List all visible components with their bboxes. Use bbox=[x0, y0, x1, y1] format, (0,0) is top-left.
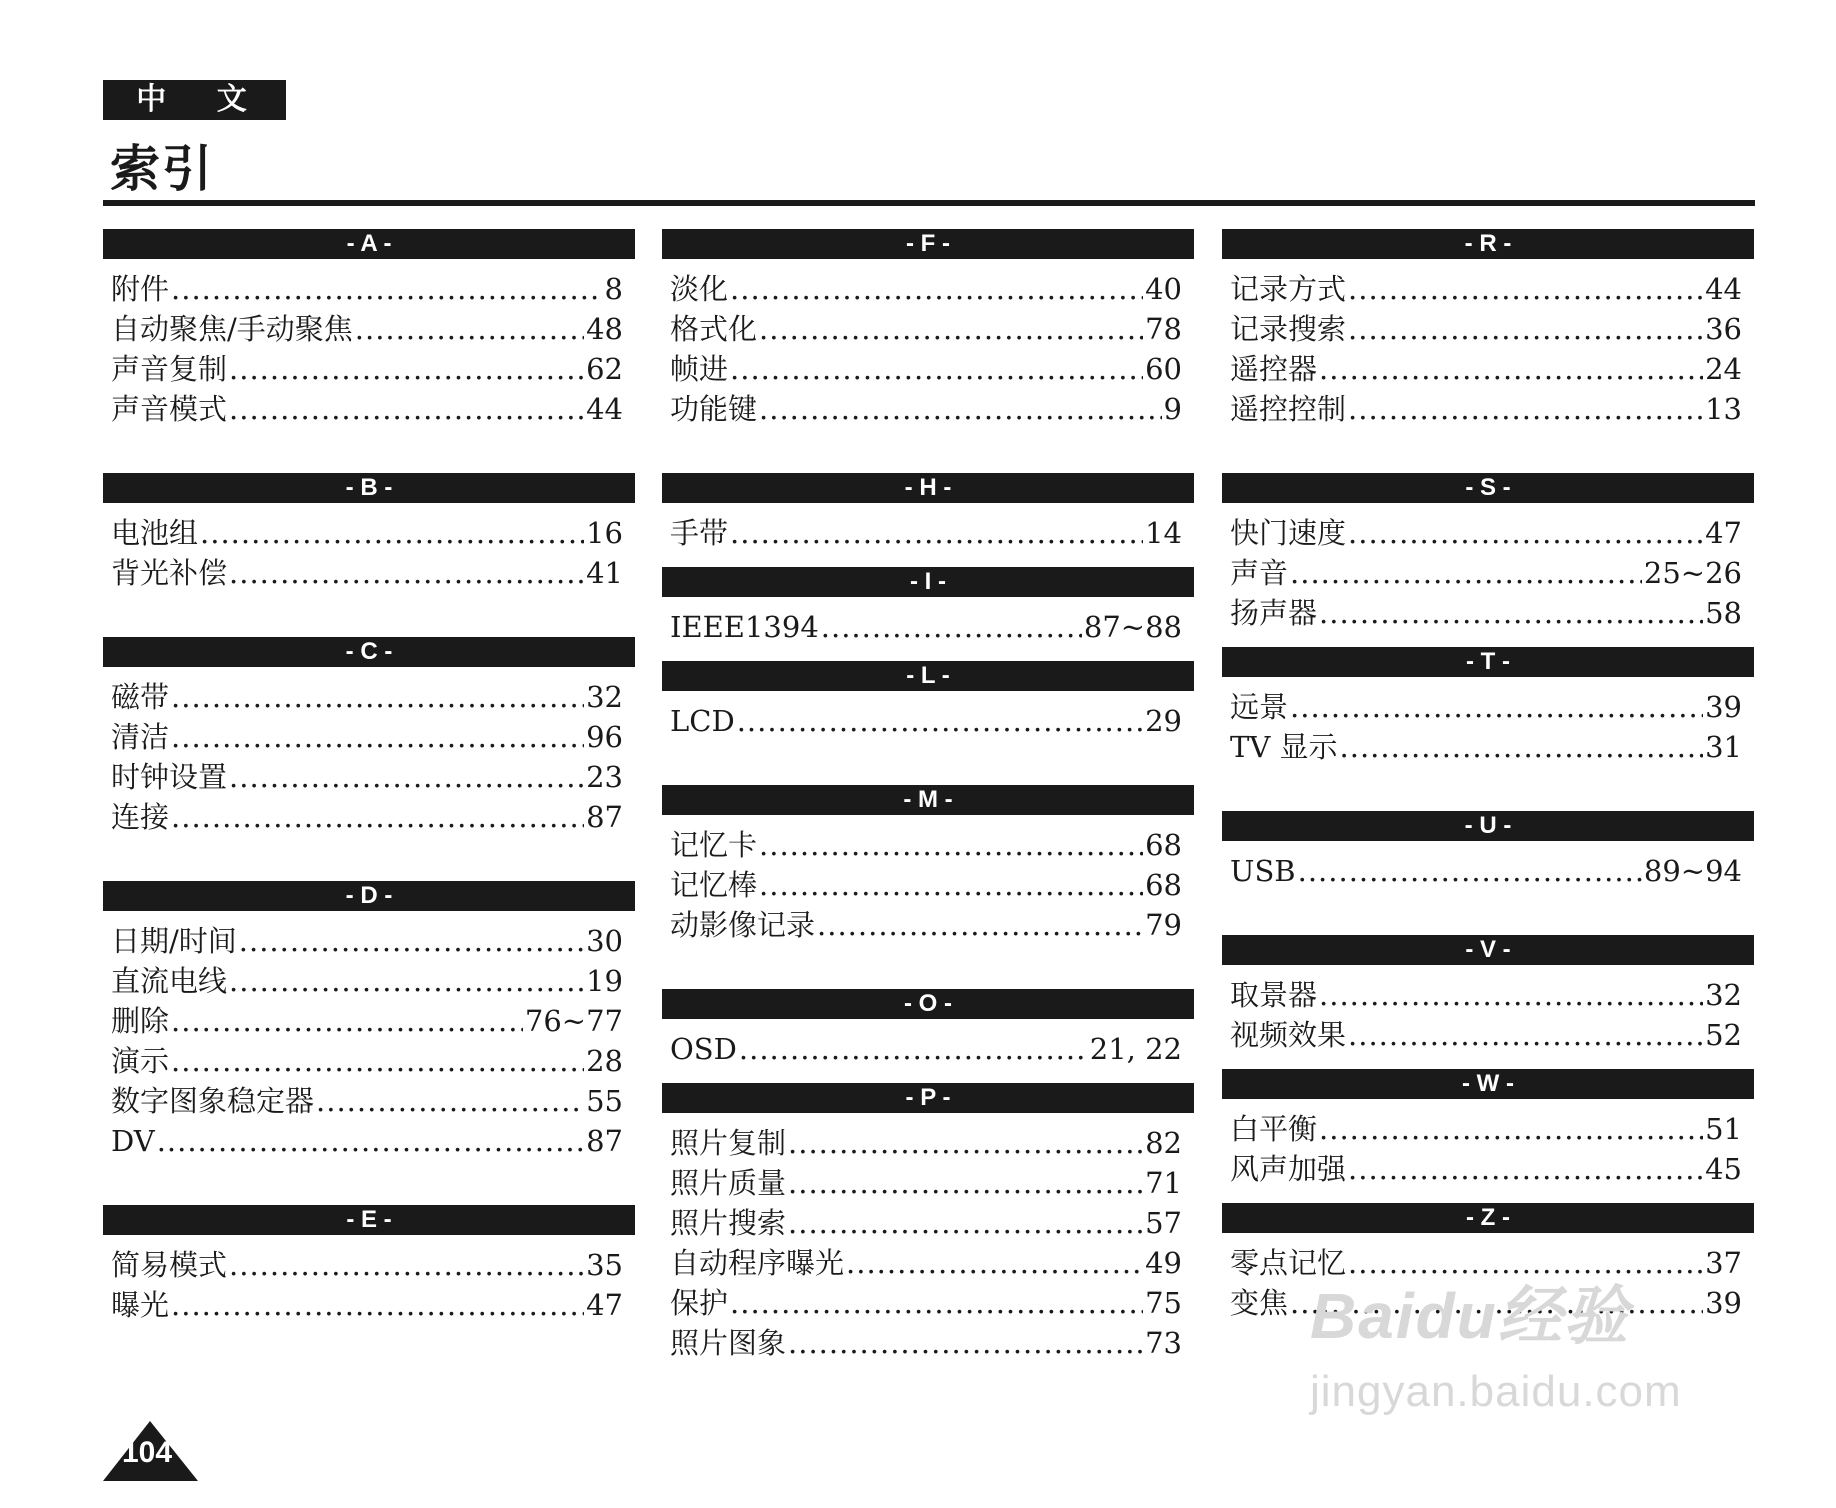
index-section bbox=[103, 473, 635, 593]
dot-leader bbox=[1348, 309, 1703, 349]
index-column-2 bbox=[662, 229, 1194, 1407]
entry-term: 视频效果 bbox=[1230, 1018, 1347, 1052]
index-entry bbox=[1222, 1015, 1754, 1055]
entry-term: 照片搜索 bbox=[670, 1206, 787, 1240]
entry-term: 照片质量 bbox=[670, 1166, 787, 1200]
index-entry bbox=[662, 513, 1194, 553]
dot-leader bbox=[730, 513, 1143, 553]
index-entry bbox=[662, 607, 1194, 647]
dot-leader bbox=[817, 905, 1143, 945]
entry-term: 照片复制 bbox=[670, 1126, 787, 1160]
entry-page-number: 25~26 bbox=[1643, 556, 1742, 590]
entry-page-number: 71 bbox=[1145, 1166, 1182, 1200]
entry-page-number: 24 bbox=[1705, 352, 1742, 386]
section-letter-header: - E - bbox=[103, 1205, 635, 1235]
index-column-1 bbox=[103, 229, 635, 1369]
watermark bbox=[1310, 1265, 1750, 1435]
index-entry bbox=[662, 865, 1194, 905]
index-section bbox=[103, 229, 635, 429]
dot-leader bbox=[788, 1123, 1143, 1163]
entry-page-number: 75 bbox=[1145, 1286, 1182, 1320]
entry-term: 日期/时间 bbox=[111, 924, 237, 958]
section-letter-header: - F - bbox=[662, 229, 1194, 259]
index-entry bbox=[662, 905, 1194, 945]
dot-leader bbox=[229, 553, 584, 593]
dot-leader bbox=[759, 309, 1143, 349]
dot-leader bbox=[1348, 1149, 1703, 1189]
entry-page-number: 58 bbox=[1705, 596, 1742, 630]
index-entry bbox=[1222, 349, 1754, 389]
dot-leader bbox=[730, 1283, 1143, 1323]
index-section bbox=[103, 1205, 635, 1325]
section-letter-header: - R - bbox=[1222, 229, 1754, 259]
entry-page-number: 47 bbox=[1705, 516, 1742, 550]
dot-leader bbox=[229, 1245, 584, 1285]
index-entry bbox=[103, 921, 635, 961]
entry-term: 淡化 bbox=[670, 272, 729, 306]
entry-term: 简易模式 bbox=[111, 1248, 228, 1282]
entry-page-number: 9 bbox=[1163, 392, 1182, 426]
dot-leader bbox=[1348, 389, 1703, 429]
dot-leader bbox=[171, 1041, 584, 1081]
dot-leader bbox=[821, 607, 1082, 647]
entry-page-number: 79 bbox=[1145, 908, 1182, 942]
entry-page-number: 36 bbox=[1705, 312, 1742, 346]
index-entry bbox=[103, 1285, 635, 1325]
section-letter-header: - S - bbox=[1222, 473, 1754, 503]
entry-page-number: 55 bbox=[586, 1084, 623, 1118]
dot-leader bbox=[1290, 687, 1703, 727]
index-entry bbox=[103, 513, 635, 553]
entry-term: 快门速度 bbox=[1230, 516, 1347, 550]
index-entry bbox=[103, 797, 635, 837]
index-entry bbox=[1222, 593, 1754, 633]
watermark-logo: Baidu经验 bbox=[1310, 1280, 1630, 1352]
watermark-url: jingyan.baidu.com bbox=[1310, 1367, 1682, 1416]
dot-leader bbox=[788, 1163, 1143, 1203]
entry-term: 帧进 bbox=[670, 352, 729, 386]
entry-term: 照片图象 bbox=[670, 1326, 787, 1360]
index-entry bbox=[103, 757, 635, 797]
section-letter-header: - H - bbox=[662, 473, 1194, 503]
entry-term: 风声加强 bbox=[1230, 1152, 1347, 1186]
entry-page-number: 45 bbox=[1705, 1152, 1742, 1186]
entry-page-number: 44 bbox=[1705, 272, 1742, 306]
dot-leader bbox=[171, 797, 584, 837]
entry-term: 远景 bbox=[1230, 690, 1289, 724]
index-section bbox=[103, 881, 635, 1161]
dot-leader bbox=[316, 1081, 584, 1121]
entry-page-number: 60 bbox=[1145, 352, 1182, 386]
index-section bbox=[662, 661, 1194, 741]
index-entry bbox=[1222, 1149, 1754, 1189]
dot-leader bbox=[730, 269, 1143, 309]
entry-term: 删除 bbox=[111, 1004, 170, 1038]
entry-page-number: 78 bbox=[1145, 312, 1182, 346]
entry-page-number: 13 bbox=[1705, 392, 1742, 426]
index-entry bbox=[1222, 1109, 1754, 1149]
dot-leader bbox=[759, 865, 1143, 905]
dot-leader bbox=[1319, 349, 1703, 389]
index-entry bbox=[103, 717, 635, 757]
index-entry bbox=[103, 961, 635, 1001]
entry-page-number: 32 bbox=[1705, 978, 1742, 1012]
dot-leader bbox=[171, 1285, 584, 1325]
entry-term: 声音模式 bbox=[111, 392, 228, 426]
index-section bbox=[1222, 935, 1754, 1055]
dot-leader bbox=[229, 961, 584, 1001]
entry-page-number: 52 bbox=[1705, 1018, 1742, 1052]
dot-leader bbox=[788, 1323, 1143, 1363]
dot-leader bbox=[1319, 593, 1703, 633]
index-section bbox=[103, 637, 635, 837]
section-letter-header: - T - bbox=[1222, 647, 1754, 677]
dot-leader bbox=[788, 1203, 1143, 1243]
section-letter-header: - D - bbox=[103, 881, 635, 911]
entry-term: 记录方式 bbox=[1230, 272, 1347, 306]
entry-term: LCD bbox=[670, 704, 735, 738]
entry-term: 直流电线 bbox=[111, 964, 228, 998]
entry-term: 连接 bbox=[111, 800, 170, 834]
entry-term: 声音 bbox=[1230, 556, 1289, 590]
entry-page-number: 32 bbox=[586, 680, 623, 714]
dot-leader bbox=[1290, 553, 1642, 593]
entry-page-number: 21, 22 bbox=[1089, 1032, 1182, 1066]
index-entry bbox=[103, 1041, 635, 1081]
entry-term: TV 显示 bbox=[1230, 730, 1338, 764]
dot-leader bbox=[739, 1029, 1088, 1069]
index-entry bbox=[1222, 309, 1754, 349]
entry-page-number: 51 bbox=[1705, 1112, 1742, 1146]
section-letter-header: - C - bbox=[103, 637, 635, 667]
section-letter-header: - Z - bbox=[1222, 1203, 1754, 1233]
index-section bbox=[662, 473, 1194, 553]
index-entry bbox=[1222, 687, 1754, 727]
index-entry bbox=[103, 553, 635, 593]
entry-term: IEEE1394 bbox=[670, 610, 819, 644]
index-section bbox=[1222, 1069, 1754, 1189]
index-entry bbox=[662, 1283, 1194, 1323]
entry-term: 取景器 bbox=[1230, 978, 1318, 1012]
index-entry bbox=[662, 1029, 1194, 1069]
entry-page-number: 31 bbox=[1705, 730, 1742, 764]
index-section bbox=[662, 989, 1194, 1069]
entry-page-number: 39 bbox=[1705, 690, 1742, 724]
entry-term: 曝光 bbox=[111, 1288, 170, 1322]
index-entry bbox=[1222, 513, 1754, 553]
dot-leader bbox=[759, 389, 1162, 429]
language-tag: 中 文 bbox=[103, 80, 286, 120]
index-entry bbox=[103, 269, 635, 309]
entry-term: 白平衡 bbox=[1230, 1112, 1318, 1146]
dot-leader bbox=[200, 513, 584, 553]
entry-page-number: 14 bbox=[1145, 516, 1182, 550]
index-entry bbox=[662, 1323, 1194, 1363]
entry-page-number: 19 bbox=[586, 964, 623, 998]
entry-term: 动影像记录 bbox=[670, 908, 816, 942]
entry-page-number: 76~77 bbox=[524, 1004, 623, 1038]
section-letter-header: - I - bbox=[662, 567, 1194, 597]
index-section bbox=[662, 785, 1194, 945]
entry-page-number: 41 bbox=[586, 556, 623, 590]
entry-page-number: 48 bbox=[586, 312, 623, 346]
entry-page-number: 68 bbox=[1145, 868, 1182, 902]
dot-leader bbox=[1348, 1015, 1703, 1055]
dot-leader bbox=[759, 825, 1143, 865]
section-letter-header: - M - bbox=[662, 785, 1194, 815]
index-section bbox=[1222, 647, 1754, 767]
entry-page-number: 57 bbox=[1145, 1206, 1182, 1240]
dot-leader bbox=[1348, 269, 1703, 309]
index-entry bbox=[662, 349, 1194, 389]
entry-page-number: 28 bbox=[586, 1044, 623, 1078]
dot-leader bbox=[1348, 513, 1703, 553]
entry-term: USB bbox=[1230, 854, 1296, 888]
entry-page-number: 49 bbox=[1145, 1246, 1182, 1280]
entry-page-number: 87~88 bbox=[1083, 610, 1182, 644]
entry-term: 记忆棒 bbox=[670, 868, 758, 902]
entry-term: 格式化 bbox=[670, 312, 758, 346]
entry-term: 清洁 bbox=[111, 720, 170, 754]
entry-term: 数字图象稳定器 bbox=[111, 1084, 315, 1118]
index-entry bbox=[662, 701, 1194, 741]
index-entry bbox=[1222, 389, 1754, 429]
entry-term: OSD bbox=[670, 1032, 737, 1066]
index-entry bbox=[103, 1081, 635, 1121]
entry-page-number: 40 bbox=[1145, 272, 1182, 306]
dot-leader bbox=[1319, 975, 1703, 1015]
entry-term: 手带 bbox=[670, 516, 729, 550]
index-entry bbox=[103, 677, 635, 717]
entry-page-number: 87 bbox=[586, 1124, 623, 1158]
entry-page-number: 68 bbox=[1145, 828, 1182, 862]
entry-term: 遥控器 bbox=[1230, 352, 1318, 386]
index-entry bbox=[1222, 553, 1754, 593]
entry-term: 遥控控制 bbox=[1230, 392, 1347, 426]
dot-leader bbox=[157, 1121, 584, 1161]
entry-page-number: 44 bbox=[586, 392, 623, 426]
section-letter-header: - U - bbox=[1222, 811, 1754, 841]
index-section bbox=[662, 1083, 1194, 1363]
dot-leader bbox=[737, 701, 1143, 741]
dot-leader bbox=[846, 1243, 1143, 1283]
page-title: 索引 bbox=[110, 140, 214, 198]
entry-term: DV bbox=[111, 1124, 155, 1158]
index-section bbox=[1222, 229, 1754, 429]
entry-page-number: 82 bbox=[1145, 1126, 1182, 1160]
entry-page-number: 16 bbox=[586, 516, 623, 550]
section-letter-header: - V - bbox=[1222, 935, 1754, 965]
index-entry bbox=[662, 389, 1194, 429]
entry-term: 记忆卡 bbox=[670, 828, 758, 862]
index-entry bbox=[662, 309, 1194, 349]
dot-leader bbox=[1298, 851, 1642, 891]
index-section bbox=[1222, 811, 1754, 891]
dot-leader bbox=[1319, 1109, 1703, 1149]
index-entry bbox=[103, 1245, 635, 1285]
dot-leader bbox=[229, 349, 584, 389]
index-entry bbox=[1222, 727, 1754, 767]
entry-page-number: 8 bbox=[604, 272, 623, 306]
page-number: 104 bbox=[122, 1436, 173, 1469]
index-entry bbox=[662, 1123, 1194, 1163]
entry-term: 扬声器 bbox=[1230, 596, 1318, 630]
entry-page-number: 62 bbox=[586, 352, 623, 386]
entry-term: 磁带 bbox=[111, 680, 170, 714]
entry-term: 背光补偿 bbox=[111, 556, 228, 590]
entry-page-number: 37 bbox=[1705, 1246, 1742, 1280]
index-entry bbox=[103, 349, 635, 389]
section-letter-header: - L - bbox=[662, 661, 1194, 691]
dot-leader bbox=[171, 677, 584, 717]
entry-term: 电池组 bbox=[111, 516, 199, 550]
index-section bbox=[662, 567, 1194, 647]
index-column-3 bbox=[1222, 229, 1754, 1367]
dot-leader bbox=[229, 757, 584, 797]
index-entry bbox=[1222, 269, 1754, 309]
index-section bbox=[1222, 473, 1754, 633]
index-entry bbox=[1222, 975, 1754, 1015]
index-entry bbox=[662, 269, 1194, 309]
entry-page-number: 23 bbox=[586, 760, 623, 794]
index-entry bbox=[662, 1163, 1194, 1203]
dot-leader bbox=[355, 309, 584, 349]
entry-term: 记录搜索 bbox=[1230, 312, 1347, 346]
entry-page-number: 87 bbox=[586, 800, 623, 834]
entry-term: 附件 bbox=[111, 272, 170, 306]
entry-term: 功能键 bbox=[670, 392, 758, 426]
entry-page-number: 89~94 bbox=[1643, 854, 1742, 888]
entry-term: 时钟设置 bbox=[111, 760, 228, 794]
section-letter-header: - A - bbox=[103, 229, 635, 259]
index-entry bbox=[103, 389, 635, 429]
dot-leader bbox=[171, 1001, 523, 1041]
entry-term: 保护 bbox=[670, 1286, 729, 1320]
dot-leader bbox=[1340, 727, 1704, 767]
section-letter-header: - P - bbox=[662, 1083, 1194, 1113]
entry-term: 零点记忆 bbox=[1230, 1246, 1347, 1280]
entry-page-number: 73 bbox=[1145, 1326, 1182, 1360]
entry-term: 演示 bbox=[111, 1044, 170, 1078]
entry-term: 自动程序曝光 bbox=[670, 1246, 845, 1280]
entry-page-number: 35 bbox=[586, 1248, 623, 1282]
entry-term: 自动聚焦/手动聚焦 bbox=[111, 312, 353, 346]
index-entry bbox=[662, 825, 1194, 865]
dot-leader bbox=[239, 921, 584, 961]
index-section bbox=[662, 229, 1194, 429]
index-entry bbox=[662, 1243, 1194, 1283]
index-entry bbox=[662, 1203, 1194, 1243]
dot-leader bbox=[171, 269, 603, 309]
section-letter-header: - W - bbox=[1222, 1069, 1754, 1099]
entry-page-number: 47 bbox=[586, 1288, 623, 1322]
section-letter-header: - O - bbox=[662, 989, 1194, 1019]
entry-term: 声音复制 bbox=[111, 352, 228, 386]
dot-leader bbox=[730, 349, 1143, 389]
section-letter-header: - B - bbox=[103, 473, 635, 503]
entry-page-number: 29 bbox=[1145, 704, 1182, 738]
title-divider bbox=[103, 200, 1755, 206]
dot-leader bbox=[171, 717, 584, 757]
entry-page-number: 96 bbox=[586, 720, 623, 754]
index-entry bbox=[103, 1121, 635, 1161]
entry-term: 变焦 bbox=[1230, 1286, 1289, 1320]
entry-page-number: 30 bbox=[586, 924, 623, 958]
entry-page-number: 39 bbox=[1705, 1286, 1742, 1320]
index-entry bbox=[103, 1001, 635, 1041]
index-entry bbox=[103, 309, 635, 349]
index-entry bbox=[1222, 851, 1754, 891]
dot-leader bbox=[229, 389, 584, 429]
